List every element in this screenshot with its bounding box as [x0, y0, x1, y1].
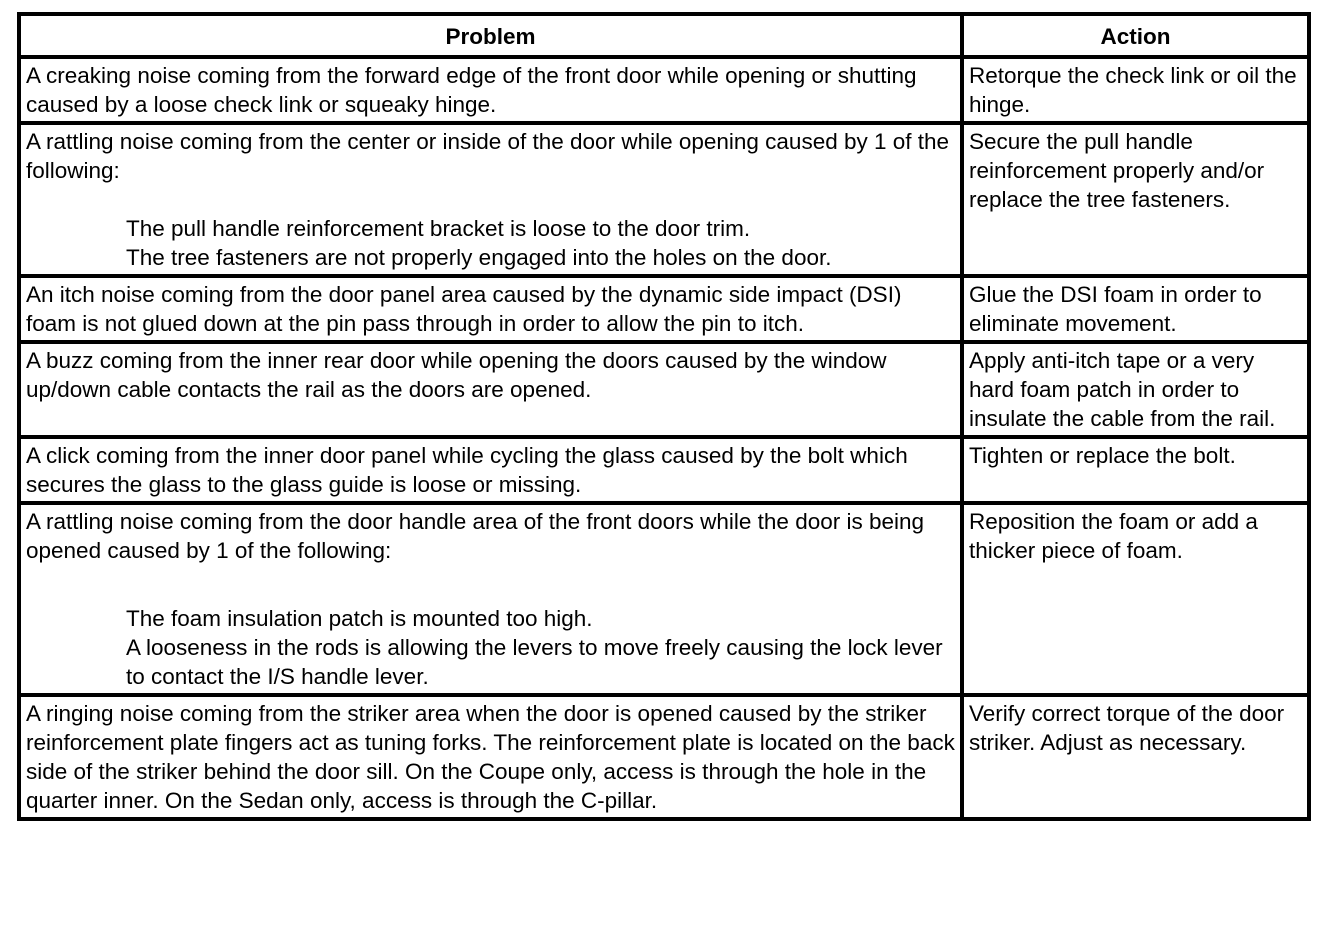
action-text: Reposition the foam or add a thicker piece of foam. [969, 509, 1258, 563]
sub-item: The tree fasteners are not properly engaged into the holes on the door. [126, 245, 832, 270]
action-text: Glue the DSI foam in order to eliminate movement. [969, 282, 1262, 336]
action-text: Verify correct torque of the door striker. Adjust as necessary. [969, 701, 1285, 755]
action-cell [962, 695, 1309, 819]
action-cell [962, 437, 1309, 503]
problem-text: A rattling noise coming from the center or inside of the door while opening caused by 1 of the following: [26, 129, 950, 183]
action-cell [962, 503, 1309, 695]
problem-column-header: Problem [19, 14, 962, 57]
problem-text: A buzz coming from the inner rear door while opening the doors caused by the window up/down cable contacts the rail as the doors are opened. [26, 348, 887, 402]
table-row [19, 437, 1309, 503]
problem-cell [19, 342, 962, 437]
action-text: Secure the pull handle reinforcement properly and/or replace the tree fasteners. [969, 129, 1265, 212]
action-cell [962, 123, 1309, 276]
table-row [19, 695, 1309, 819]
problem-cell [19, 695, 962, 819]
action-cell [962, 342, 1309, 437]
problem-text: A creaking noise coming from the forward edge of the front door while opening or shutting caused by a loose check link or squeaky hinge. [26, 63, 917, 117]
problem-text: An itch noise coming from the door panel area caused by the dynamic side impact (DSI) foam is not glued down at the pin pass through in order to allow the pin to itch. [26, 282, 902, 336]
sub-item: The pull handle reinforcement bracket is loose to the door trim. [126, 216, 751, 241]
action-text: Apply anti-itch tape or a very hard foam patch in order to insulate the cable from the rail. [969, 348, 1276, 431]
problem-cell [19, 503, 962, 695]
action-text: Tighten or replace the bolt. [969, 443, 1236, 468]
action-text: Retorque the check link or oil the hinge. [969, 63, 1297, 117]
problem-cell [19, 276, 962, 342]
problem-text: A click coming from the inner door panel while cycling the glass caused by the bolt which secures the glass to the glass guide is loose or missing. [26, 443, 908, 497]
header-row [19, 14, 1309, 57]
problem-cell [19, 57, 962, 123]
action-cell [962, 57, 1309, 123]
problem-text: A rattling noise coming from the door handle area of the front doors while the door is being opened caused by 1 of the following: [26, 509, 925, 563]
table-row [19, 123, 1309, 276]
table-row [19, 57, 1309, 123]
action-column-header: Action [962, 14, 1309, 57]
table-row [19, 503, 1309, 695]
problem-cell [19, 123, 962, 276]
problem-cell [19, 437, 962, 503]
sub-item: A looseness in the rods is allowing the levers to move freely causing the lock lever to contact the I/S handle lever. [126, 635, 943, 689]
table-row [19, 342, 1309, 437]
sub-item: The foam insulation patch is mounted too high. [126, 606, 593, 631]
noise-diagnosis-table [17, 12, 1311, 821]
problem-text: A ringing noise coming from the striker area when the door is opened caused by the striker reinforcement plate fingers act as tuning forks. The reinforcement plate is located on the back side of the striker behind the door sill. On the Coupe only, access is through the hole in the quarter inner. On the Sedan only, access is through the C-pillar. [26, 701, 955, 813]
table-row [19, 276, 1309, 342]
action-cell [962, 276, 1309, 342]
